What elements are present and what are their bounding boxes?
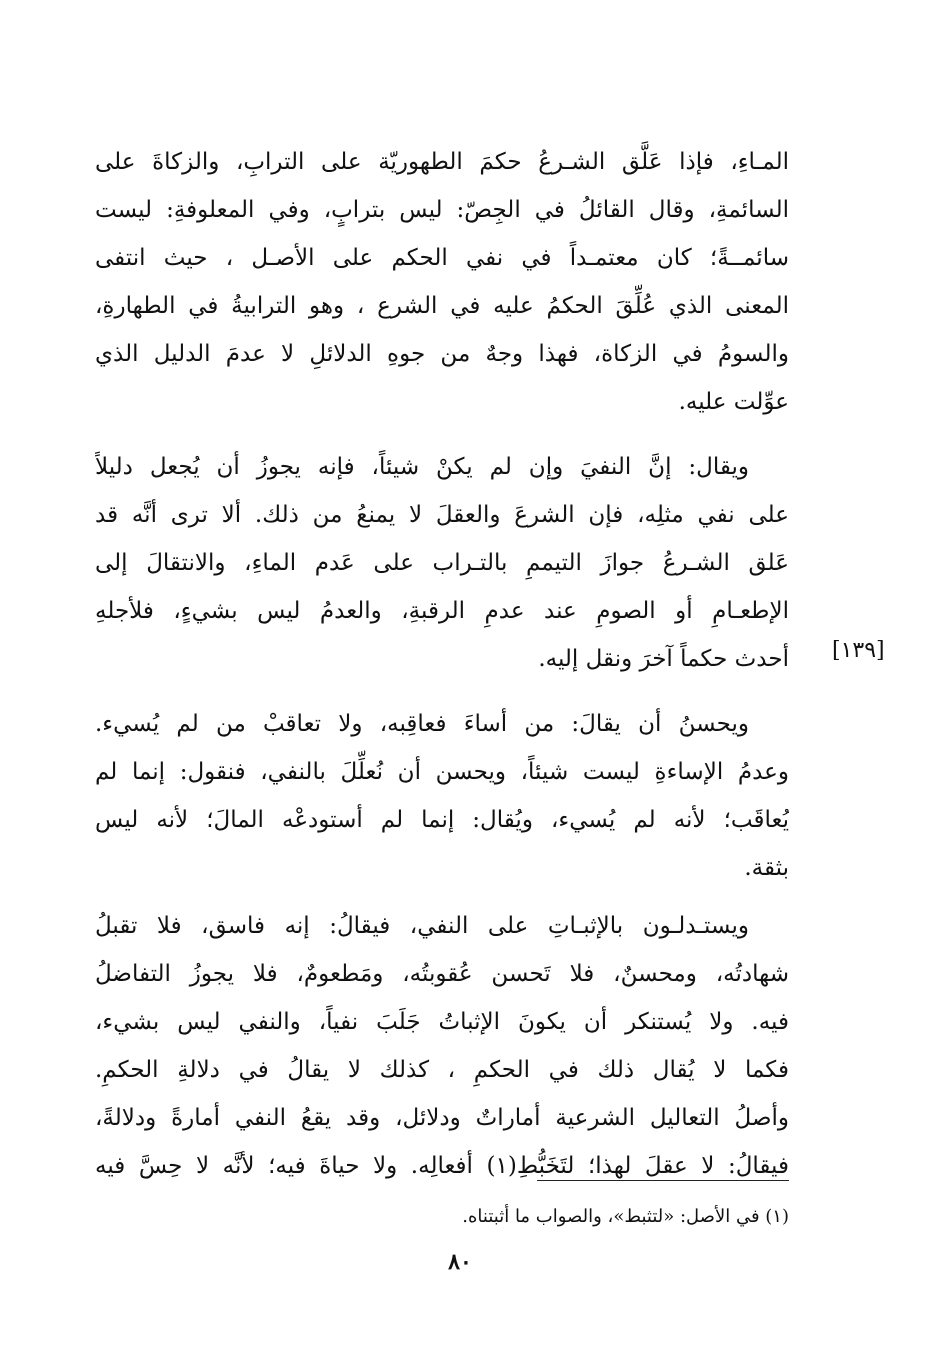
text-line: عوِّلت عليه. [678,389,789,415]
paragraph [95,443,789,683]
footnote-divider [537,1180,789,1181]
text-line: وأصلُ التعاليل الشرعية أماراتٌ ودلائل، وقد يقعُ النفي أمارةً ودلالةً، [95,1105,789,1131]
text-line: ويحسنُ أن يقالَ: من أساءَ فعاقِبه، ولا تعاقبْ من لم يُسيء. [95,711,749,737]
text-line: والسومُ في الزكاة، فهذا وجهٌ من جوهِ الدلائلِ لا عدمَ الدليل الذي [95,341,789,367]
text-line: السائمةِ، وقال القائلُ في الجِصّ: ليس بترابٍ، وفي المعلوفةِ: ليست [95,197,789,223]
paragraph [95,138,789,426]
text-line: سائمــةً؛ كان معتمـداً في نفي الحكم على الأصـل ، حيث انتفى [95,245,789,271]
text-line: فكما لا يُقال ذلك في الحكمِ ، كذلك لا يقالُ في دلالةِ الحكمِ. [95,1057,789,1083]
text-line: ويستـدلـون بالإثبـاتِ على النفي، فيقالُ: إنه فاسق، فلا تقبلُ [95,913,749,939]
main-text [95,138,789,1190]
text-line: شهادتُه، ومحسنٌ، فلا تَحسن عُقوبتُه، ومَطعومٌ، فلا يجوزُ التفاضلُ [95,961,789,987]
paragraph [95,902,789,1190]
text-line: المـاءِ، فإذا عَلَّق الشـرعُ حكمَ الطهوريّة على الترابِ، والزكاةَ على [95,149,789,175]
text-line: ويقال: إنَّ النفيَ وإن لم يكنْ شيئاً، فإنه يجوزُ أن يُجعل دليلاً [95,454,749,480]
text-line: فيقالُ: لا عقلَ لهذا؛ لتَخَبُّطِ(١) أفعالِه. ولا حياةَ فيه؛ لأنَّه لا حِسَّ فيه [95,1153,789,1179]
page-number: ٨٠ [448,1249,472,1275]
footnote: (١) في الأصل: «لتثبط»، والصواب ما أثبتناه. [462,1206,789,1227]
text-line: بثقة. [744,855,789,881]
text-line: على نفي مثلِه، فإن الشرعَ والعقلَ لا يمنعُ من ذلك. ألا ترى أنَّه قد [95,502,789,528]
text-line: الإطعـامِ أو الصومِ عند عدمِ الرقبةِ، والعدمُ ليس بشيءٍ، فلأجلهِ [95,598,789,624]
margin-page-reference: [١٣٩] [832,638,885,663]
text-line: أحدث حكماً آخرَ ونقل إليه. [538,646,789,672]
text-line: المعنى الذي عُلِّقَ الحكمُ عليه في الشرع ، وهو الترابيةُ في الطهارةِ، [95,293,789,319]
text-line: وعدمُ الإساءةِ ليست شيئاً، ويحسن أن نُعلِّلَ بالنفي، فنقول: إنما لم [95,759,789,785]
text-line: عَلق الشـرعُ جوازَ التيممِ بالتـراب على عَدم الماءِ، والانتقالَ إلى [95,550,789,576]
paragraph [95,700,789,892]
text-line: فيه. ولا يُستنكر أن يكونَ الإثباتُ جَلَبَ نفياً، والنفي ليس بشيء، [95,1009,789,1035]
text-line: يُعاقَب؛ لأنه لم يُسيء، ويُقال: إنما لم أستودعْه المالَ؛ لأنه ليس [95,807,789,833]
